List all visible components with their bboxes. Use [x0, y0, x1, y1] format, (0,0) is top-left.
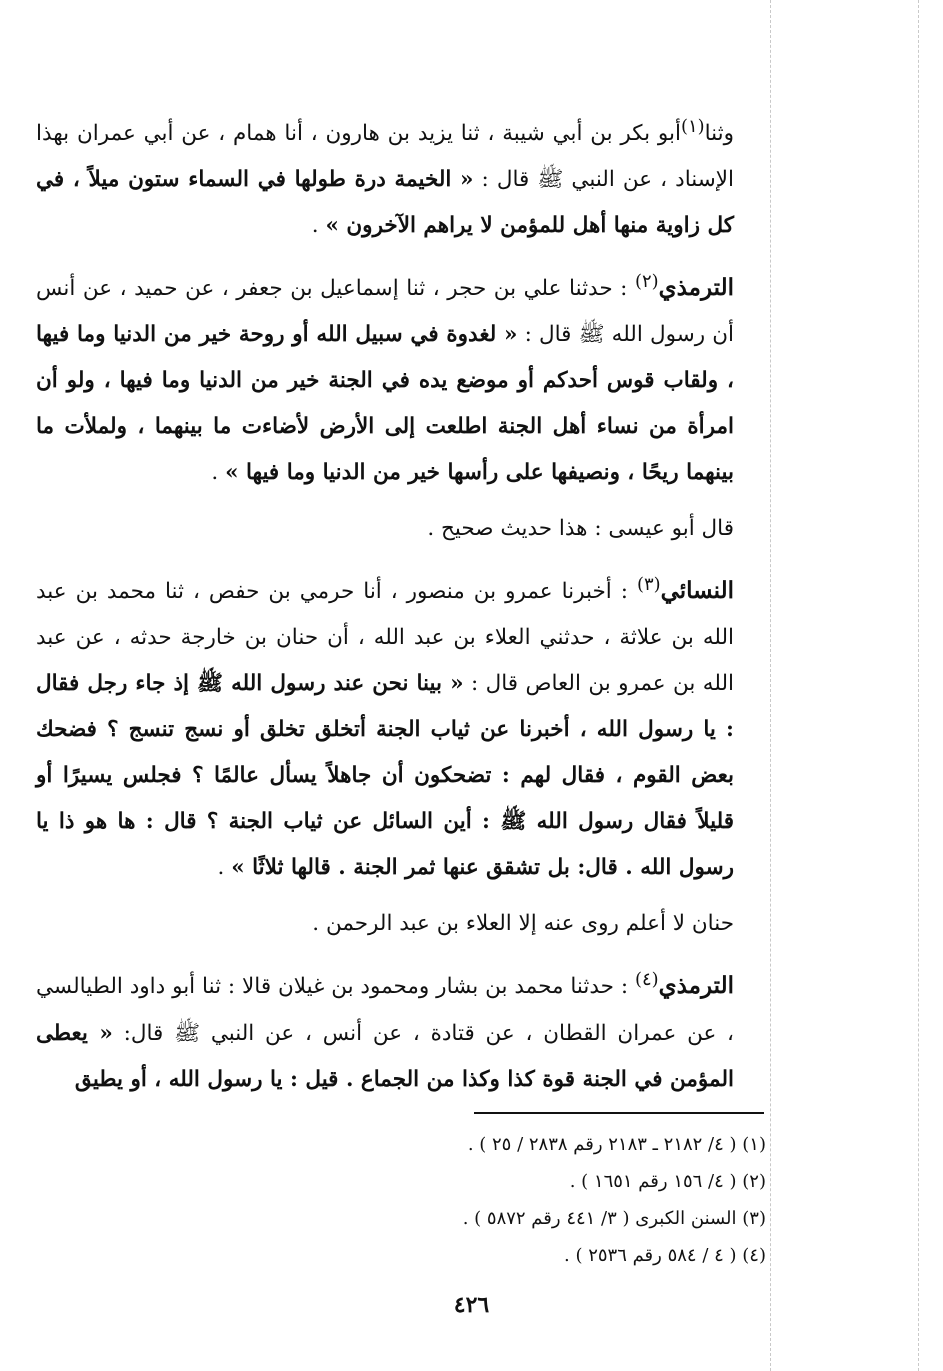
source-name: النسائي [660, 577, 734, 605]
paragraph [36, 259, 770, 496]
paragraph [36, 506, 770, 552]
paragraph-text: : حدثنا علي بن حجر ، ثنا إسماعيل بن جعفر ، عن حميد ، عن أنس أن رسول الله ﷺ قال : [36, 276, 734, 348]
page-number: ٤٢٦ [453, 1292, 490, 1318]
footnote: (١) ( ٤/ ٢١٨٢ ـ ٢١٨٣ رقم ٢٨٣٨ / ٢٥ ) . [467, 1134, 766, 1155]
source-name: الترمذي [658, 274, 734, 302]
footnote-ref: (٣) [636, 574, 661, 596]
hadith-quote: « الخيمة درة طولها في السماء ستون ميلاً ، في كل زاوية منها أهل للمؤمن لا يراهم الآخرون » [36, 167, 734, 239]
paragraph-text: حنان لا أعلم روى عنه إلا العلاء بن عبد الرحمن . [312, 911, 734, 937]
paragraph [36, 562, 770, 891]
page-edge-line [770, 0, 771, 1371]
page-edge-line [918, 0, 919, 1371]
footnote-ref: (٢) [634, 271, 659, 293]
hadith-quote: « لغدوة في سبيل الله أو روحة خير من الدنيا وما فيها ، ولقاب قوس أحدكم أو موضع يده في الجنة خير من الدنيا وما فيها ، ولو أن امرأة من نساء أهل الجنة اطلعت إلى الأرض لأضاءت ما بينهما ، ولملأت ما بينهما ريحًا ، ونصيفها على رأسها خير من الدنيا وما فيها » [36, 322, 734, 486]
footnote-separator [474, 1112, 764, 1114]
footnote-ref: (١) [680, 116, 705, 137]
paragraph-text: : أخبرنا عمرو بن منصور ، أنا حرمي بن حفص ، ثنا محمد بن عبد الله بن علاثة ، حدثني العلاء بن عبد الله ، أن حنان بن خارجة حدثه ، عن عبد الله بن عمرو بن العاص قال : [36, 579, 734, 697]
paragraph [36, 901, 770, 947]
footnote: (٣) السنن الكبرى ( ٣/ ٤٤١ رقم ٥٨٧٢ ) . [462, 1208, 766, 1229]
paragraph-tail: . [217, 855, 232, 881]
footnote: (٤) ( ٤ / ٥٨٤ رقم ٢٥٣٦ ) . [564, 1245, 766, 1266]
paragraph-text: : حدثنا محمد بن بشار ومحمود بن غيلان قالا : ثنا أبو داود الطيالسي ، عن عمران القطان ، عن قتادة ، عن أنس ، عن النبي ﷺ قال: [36, 974, 734, 1046]
paragraph [36, 957, 770, 1102]
paragraph-tail: . [311, 213, 326, 239]
hadith-quote: « بينا نحن عند رسول الله ﷺ إذ جاء رجل فقال : يا رسول الله ، أخبرنا عن ثياب الجنة أتخلق تخلق أو نسج تنسج ؟ فضحك بعض القوم ، فقال لهم : تضحكون أن جاهلاً يسأل عالمًا ؟ فجلس يسيرًا أو قليلاً فقال رسول الله ﷺ : أين السائل عن ثياب الجنة ؟ قال : ها هو ذا يا رسول الله . قال: بل تشقق عنها ثمر الجنة . قالها ثلاثًا » [36, 671, 734, 881]
paragraph-tail: . [211, 460, 226, 486]
hadith-quote: « يعطى المؤمن في الجنة قوة كذا وكذا من الجماع . قيل : يا رسول الله ، أو يطيق [36, 1020, 734, 1092]
footnote-ref: (٤) [634, 969, 659, 991]
paragraph-text: وثنا [704, 121, 734, 147]
footnote: (٢) ( ٤/ ١٥٦ رقم ١٦٥١ ) . [569, 1171, 766, 1192]
paragraph [36, 104, 770, 249]
paragraph-text: أبو بكر بن أبي شيبة ، ثنا يزيد بن هارون ، أنا همام ، عن أبي عمران بهذا الإسناد ، عن النبي ﷺ قال : [36, 121, 735, 193]
paragraph-text: قال أبو عيسى : هذا حديث صحيح . [427, 516, 734, 542]
source-name: الترمذي [658, 972, 734, 1000]
footnotes [300, 1126, 766, 1274]
main-text [36, 104, 770, 1103]
